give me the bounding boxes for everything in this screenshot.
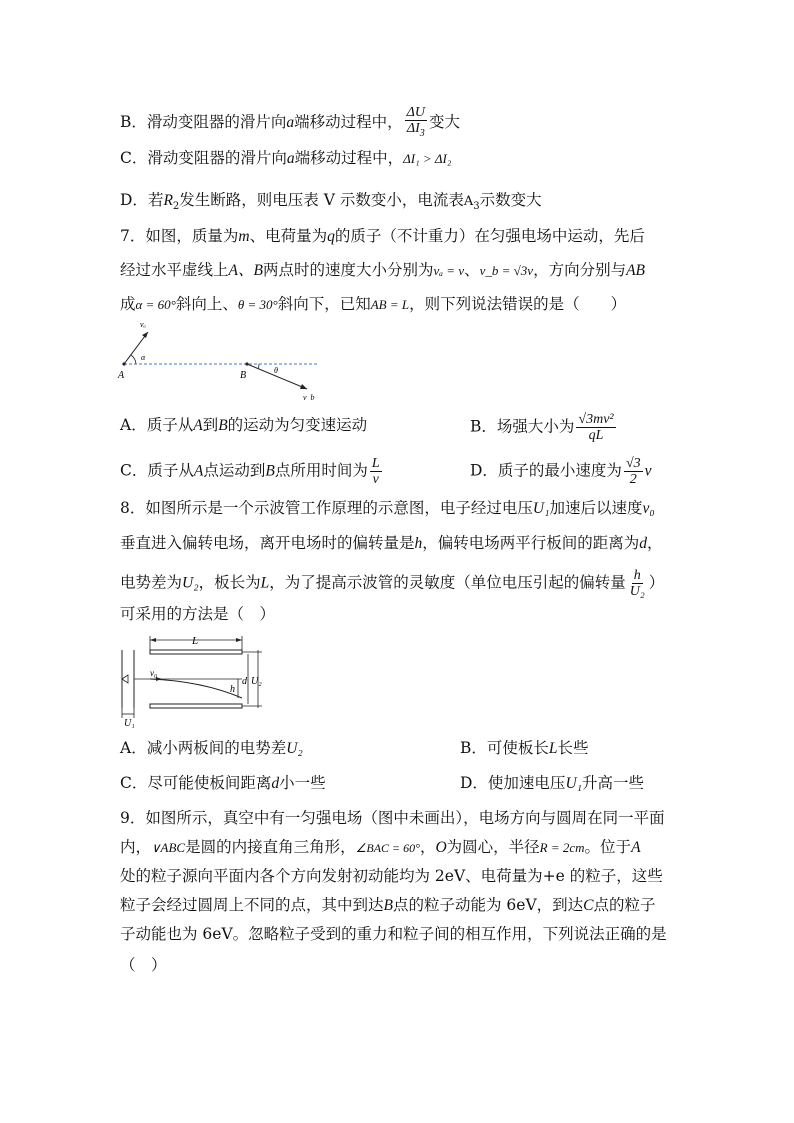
electron-source [122, 675, 128, 683]
label-vb: v_b [303, 393, 315, 400]
label-v0: v₀ [150, 668, 158, 678]
electron-trajectory [150, 679, 242, 698]
alpha-arc [131, 355, 136, 364]
top-plate [150, 650, 242, 654]
q8-stem-line-1: 8．如图所示是一个示波管工作原理的示意图，电子经过电压U₁加速后以速度v₀ [120, 499, 655, 517]
q6-option-c: C．滑动变阻器的滑片向a端移动过程中，ΔI₁ > ΔI₂ [120, 149, 452, 167]
q7-option-b: B．场强大小为 $\frac{\text{√3mv²}}{qL}$ [470, 412, 614, 443]
length-arrow-left [150, 638, 156, 642]
label-d: d [242, 676, 247, 687]
q8-option-b: B．可使板长L长些 [460, 739, 589, 757]
label-u2: U₂ [251, 676, 262, 687]
q6-b-fraction: $\frac{\Delta U}{\Delta I_3}$ [406, 105, 425, 139]
point-a [122, 362, 125, 365]
q9-stem-line-4: 粒子会经过圆周上不同的点，其中到达B点的粒子动能为 6eV，到达C点的粒子 [120, 896, 656, 914]
q9-stem-line-5: 子动能也为 6eV。忽略粒子受到的重力和粒子间的相互作用，下列说法正确的是 [120, 925, 667, 943]
q8-stem-line-4: 可采用的方法是（ ） [120, 605, 276, 623]
label-h: h [230, 684, 235, 695]
label-b: B [240, 370, 247, 381]
label-alpha: α [141, 353, 146, 362]
q7-stem-line-2: 经过水平虚线上A、B两点时的速度大小分别为vₐ = v、v_b = √3v，方向分别与AB [120, 261, 646, 279]
q9-stem-line-2: 内，∨ABC是圆的内接直角三角形，∠BAC = 60°，O为圆心，半径R = 2cm。位于A [120, 838, 641, 856]
va-arrowhead [142, 332, 148, 338]
point-b [245, 362, 248, 365]
vb-arrowhead [300, 384, 307, 389]
q9-stem-line-1: 9．如图所示，真空中有一匀强电场（图中未画出），电场方向与圆周在同一平面 [120, 809, 665, 827]
q9-stem-line-3: 处的粒子源向平面内各个方向发射初动能均为 2eV、电荷量为+e 的粒子，这些 [120, 867, 663, 885]
label-va: vₐ [140, 320, 146, 329]
bottom-plate [150, 704, 242, 708]
q7-stem-line-3: 成α = 60°斜向上、θ = 30°斜向下，已知AB = L，则下列说法错误的是（ ） [120, 295, 627, 313]
q8-option-a: A．减小两板间的电势差U₂ [120, 739, 303, 757]
q7-stem-line-1: 7．如图，质量为m、电荷量为q的质子（不计重力）在匀强电场中运动，先后 [120, 227, 645, 245]
label-a: A [118, 370, 125, 381]
q6-option-d: D．若$R_2$发生断路，则电压表 V 示数变小，电流表$A_3$示数变大 [120, 191, 542, 213]
q8-stem-line-3: 电势差为U₂，板长为L，为了提高示波管的灵敏度（单位电压引起的偏转量 $\frac{h}{\text{U₂}}$ ） [120, 568, 665, 599]
q8-option-d: D．使加速电压U₁升高一些 [460, 774, 645, 792]
q9-stem-line-6: （ ） [120, 956, 167, 974]
q7-option-c: C．质子从A点运动到B点所用时间为 $\frac{L}{v}$ [120, 456, 380, 487]
label-u1: U₁ [124, 718, 135, 728]
length-arrow-right [236, 638, 242, 642]
q6-option-b: B．滑动变阻器的滑片向a端移动过程中， $\frac{\Delta U}{\Delta I_3}$ 变大 [120, 105, 461, 139]
q7-option-d: D．质子的最小速度为 $\frac{√3}{2}$ v [470, 456, 652, 487]
q8-stem-line-2: 垂直进入偏转电场，离开电场时的偏转量是h，偏转电场两平行板间的距离为d， [120, 534, 663, 552]
q7-figure [112, 318, 327, 400]
q8-figure [112, 632, 272, 728]
label-theta: θ [274, 366, 278, 375]
theta-arc [258, 364, 259, 369]
q8-option-c: C．尽可能使板间距离d小一些 [120, 774, 326, 792]
q7-option-a: A．质子从A到B的运动为匀变速运动 [120, 416, 368, 434]
label-l: L [192, 635, 199, 647]
